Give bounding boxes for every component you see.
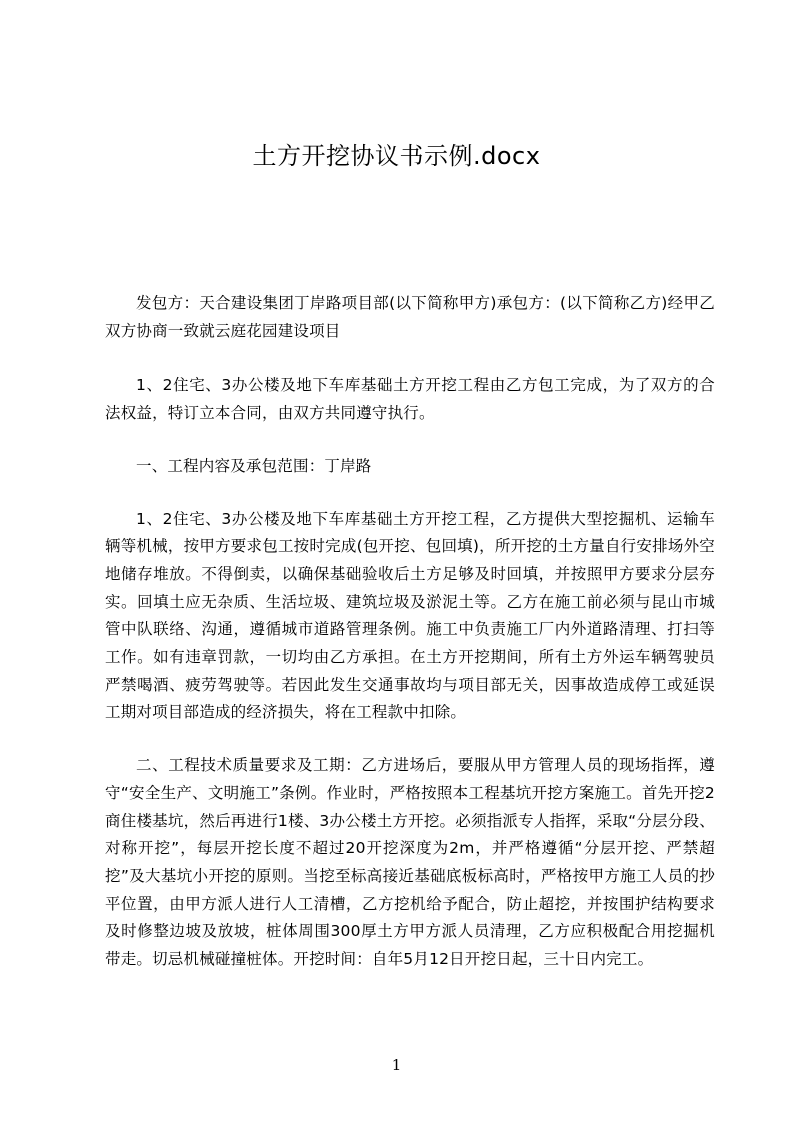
document-title: 土方开挖协议书示例.docx (252, 142, 541, 170)
page-number: 1 (391, 1056, 402, 1074)
paragraph-parties: 发包方：天合建设集团丁岸路项目部(以下简称甲方)承包方：(以下简称乙方)经甲乙双方协商一致就云庭花园建设项目 (105, 294, 715, 340)
document-body (105, 290, 715, 1000)
paragraph-quality-schedule: 二、工程技术质量要求及工期：乙方进场后，要服从甲方管理人员的现场指挥，遵守“安全生产、文明施工”条例。作业时，严格按照本工程基坑开挖方案施工。首先开挖2商住楼基坑，然后再进行1楼、3办公楼土方开挖。必须指派专人指挥，采取“分层分段、对称开挖”，每层开挖长度不超过20开挖深度为2m，并严格遵循“分层开挖、严禁超挖”及大基坑小开挖的原则。当挖至标高接近基础底板标高时，严格按甲方施工人员的抄平位置，由甲方派人进行人工清槽，乙方挖机给予配合，防止超挖，并按围护结构要求及时修整边坡及放坡，桩体周围300厚土方甲方派人员清理，乙方应积极配合用挖掘机带走。切忌机械碰撞桩体。开挖时间：自年5月12日开挖日起，三十日内完工。 (105, 756, 715, 969)
paragraph-scope: 1、2住宅、3办公楼及地下车库基础土方开挖工程，乙方提供大型挖掘机、运输车辆等机械，按甲方要求包工按时完成(包开挖、包回填)，所开挖的土方量自行安排场外空地储存堆放。不得倒卖，以确保基础验收后土方足够及时回填，并按照甲方要求分层夯实。回填土应无杂质、生活垃圾、建筑垃圾及淤泥土等。乙方在施工前必须与昆山市城管中队联络、沟通，遵循城市道路管理条例。施工中负责施工厂内外道路清理、打扫等工作。如有违章罚款，一切均由乙方承担。在土方开挖期间，所有土方外运车辆驾驶员严禁喝酒、疲劳驾驶等。若因此发生交通事故均与项目部无关，因事故造成停工或延误工期对项目部造成的经济损失，将在工程款中扣除。 (105, 509, 715, 722)
paragraph-purpose: 1、2住宅、3办公楼及地下车库基础土方开挖工程由乙方包工完成，为了双方的合法权益，特订立本合同，由双方共同遵守执行。 (105, 376, 715, 423)
heading-scope: 一、工程内容及承包范围：丁岸路 (136, 456, 372, 475)
